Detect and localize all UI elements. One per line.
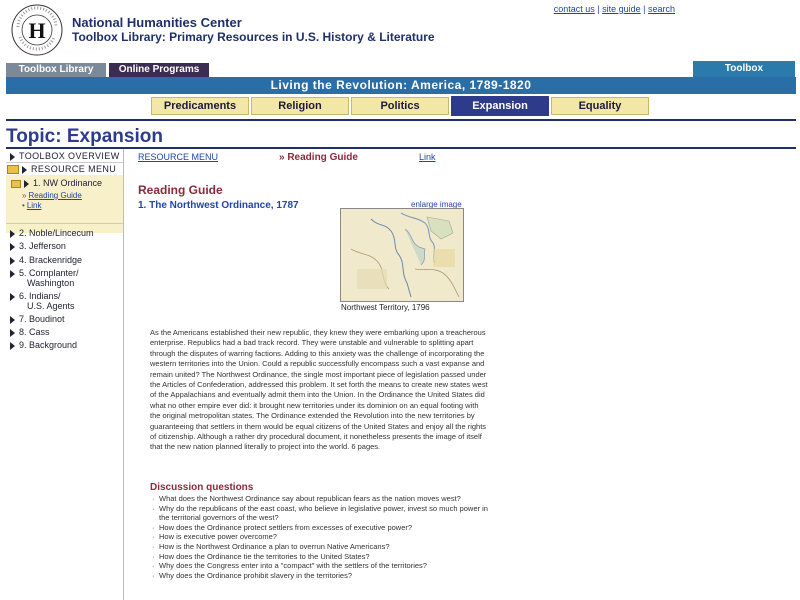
list-item: · How does the Ordinance protect settlers from excesses of executive power? <box>152 523 492 533</box>
top-links: contact us | site guide | search <box>553 4 675 14</box>
link-link[interactable]: Link <box>26 201 42 210</box>
triangle-right-icon <box>10 342 15 350</box>
sidebar-item-cornplanter[interactable]: 5. Cornplanter/ <box>10 268 79 278</box>
discussion-questions-title: Discussion questions <box>150 482 254 493</box>
sidebar-item-boudinot[interactable]: 7. Boudinot <box>10 314 65 324</box>
sidebar-divider <box>6 223 123 224</box>
folder-icon <box>7 165 19 174</box>
sidebar-sub-link: • Link <box>22 201 42 210</box>
sidebar <box>6 149 124 600</box>
map-caption: Northwest Territory, 1796 <box>341 303 430 312</box>
tab-toolbox[interactable]: Toolbox <box>693 61 795 77</box>
discussion-questions-list <box>152 494 492 580</box>
link-nav-link[interactable]: Link <box>419 152 436 162</box>
sidebar-item-background[interactable]: 9. Background <box>10 340 77 350</box>
triangle-right-icon <box>10 257 15 265</box>
folder-icon <box>11 180 21 188</box>
sidebar-item-indians[interactable]: 6. Indians/ <box>10 291 61 301</box>
list-item: · Why do the republicans of the east coast, who believe in legislative power, invest so much power in the territorial governors of the west? <box>152 504 492 523</box>
triangle-right-icon <box>10 243 15 251</box>
triangle-right-icon <box>24 180 29 188</box>
sidebar-toolbox-overview[interactable]: TOOLBOX OVERVIEW <box>6 151 123 161</box>
list-item: · Why does the Ordinance prohibit slavery in the territories? <box>152 571 492 581</box>
sidebar-item-brackenridge[interactable]: 4. Brackenridge <box>10 255 82 265</box>
theme-nav <box>6 94 796 121</box>
sidebar-resource-menu[interactable]: RESOURCE MENU <box>6 164 123 174</box>
northwest-territory-map[interactable] <box>340 208 464 302</box>
theme-expansion[interactable]: Expansion <box>451 96 549 116</box>
reading-guide-title: Reading Guide <box>138 183 223 197</box>
triangle-right-icon <box>22 166 27 174</box>
triangle-right-icon <box>10 293 15 301</box>
tab-toolbox-library[interactable]: Toolbox Library <box>6 63 106 77</box>
resource-menu-link[interactable]: RESOURCE MENU <box>138 152 219 162</box>
sidebar-item-nw-ordinance[interactable]: 1. NW Ordinance <box>10 178 102 188</box>
list-item: · How is executive power overcome? <box>152 532 492 542</box>
list-item: · How does the Ordinance tie the territories to the United States? <box>152 552 492 562</box>
org-subtitle: Toolbox Library: Primary Resources in U.S. History & Literature <box>72 30 435 44</box>
org-name: National Humanities Center <box>72 15 242 30</box>
triangle-right-icon <box>10 329 15 337</box>
list-item: · What does the Northwest Ordinance say about republican fears as the nation moves west? <box>152 494 492 504</box>
reading-guide-link[interactable]: Reading Guide <box>28 191 82 200</box>
sidebar-item-jefferson[interactable]: 3. Jefferson <box>10 241 66 251</box>
triangle-right-icon <box>10 230 15 238</box>
theme-politics[interactable]: Politics <box>351 97 449 115</box>
document-title: 1. The Northwest Ordinance, 1787 <box>138 200 299 211</box>
tab-online-programs[interactable]: Online Programs <box>109 63 209 77</box>
topic-divider <box>6 147 796 149</box>
theme-religion[interactable]: Religion <box>251 97 349 115</box>
topic-title: Topic: Expansion <box>6 126 163 147</box>
theme-equality[interactable]: Equality <box>551 97 649 115</box>
sidebar-item-cornplanter-cont[interactable]: Washington <box>27 278 75 288</box>
site-guide-link[interactable]: site guide <box>602 4 641 14</box>
triangle-right-icon <box>10 153 15 161</box>
svg-text:H: H <box>28 18 46 43</box>
sidebar-divider <box>6 162 123 163</box>
sidebar-item-indians-cont[interactable]: U.S. Agents <box>27 301 75 311</box>
triangle-right-icon <box>10 270 15 278</box>
list-item: · How is the Northwest Ordinance a plan to overrun Native Americans? <box>152 542 492 552</box>
sidebar-current-section <box>6 175 123 233</box>
sidebar-item-noble-lincecum[interactable]: 2. Noble/Lincecum <box>10 228 94 238</box>
nhc-logo[interactable] <box>10 3 64 57</box>
sidebar-sub-reading-guide: » Reading Guide <box>22 191 82 200</box>
enlarge-image-link[interactable]: enlarge image <box>411 200 462 209</box>
reading-body-text: As the Americans established their new republic, they knew they were embarking upon a treacherous enterprise. Republics had a bad track record. They were unstable and vulnerable to splitting apart through the disputes of warring factions. Adding to this anxiety was the challenge of incorporating the western territories into the Union. Could a republic successfully encompass such a vast expanse and remain united? The Northwest Ordinance, the single most important piece of legislation passed under the Articles of Confederation, addressed this problem. It set forth the means to create new states west of the Appalachians and eventually admit them into the Union. In the Ordinance the United States did what no other empire ever did: it brought new territories under its dominion on an equal footing with the original metropolitan states. The Ordinance extended the Revolution into the new territories by guaranteeing that settlers in them would be equal citizens of the United States and enjoy all the rights of citizenship. Although a rather dry procedural document, it nonetheless presents the image of itself that the new nation planned literally to project into the world. 6 pages. <box>150 328 488 452</box>
theme-predicaments[interactable]: Predicaments <box>151 97 249 115</box>
search-link[interactable]: search <box>647 4 675 14</box>
triangle-right-icon <box>10 316 15 324</box>
reading-guide-current: » Reading Guide <box>279 152 358 163</box>
sidebar-item-cass[interactable]: 8. Cass <box>10 327 50 337</box>
contact-us-link[interactable]: contact us <box>553 4 595 14</box>
list-item: · Why does the Congress enter into a "compact" with the settlers of the territories? <box>152 561 492 571</box>
program-banner: Living the Revolution: America, 1789-1820 <box>6 77 796 94</box>
